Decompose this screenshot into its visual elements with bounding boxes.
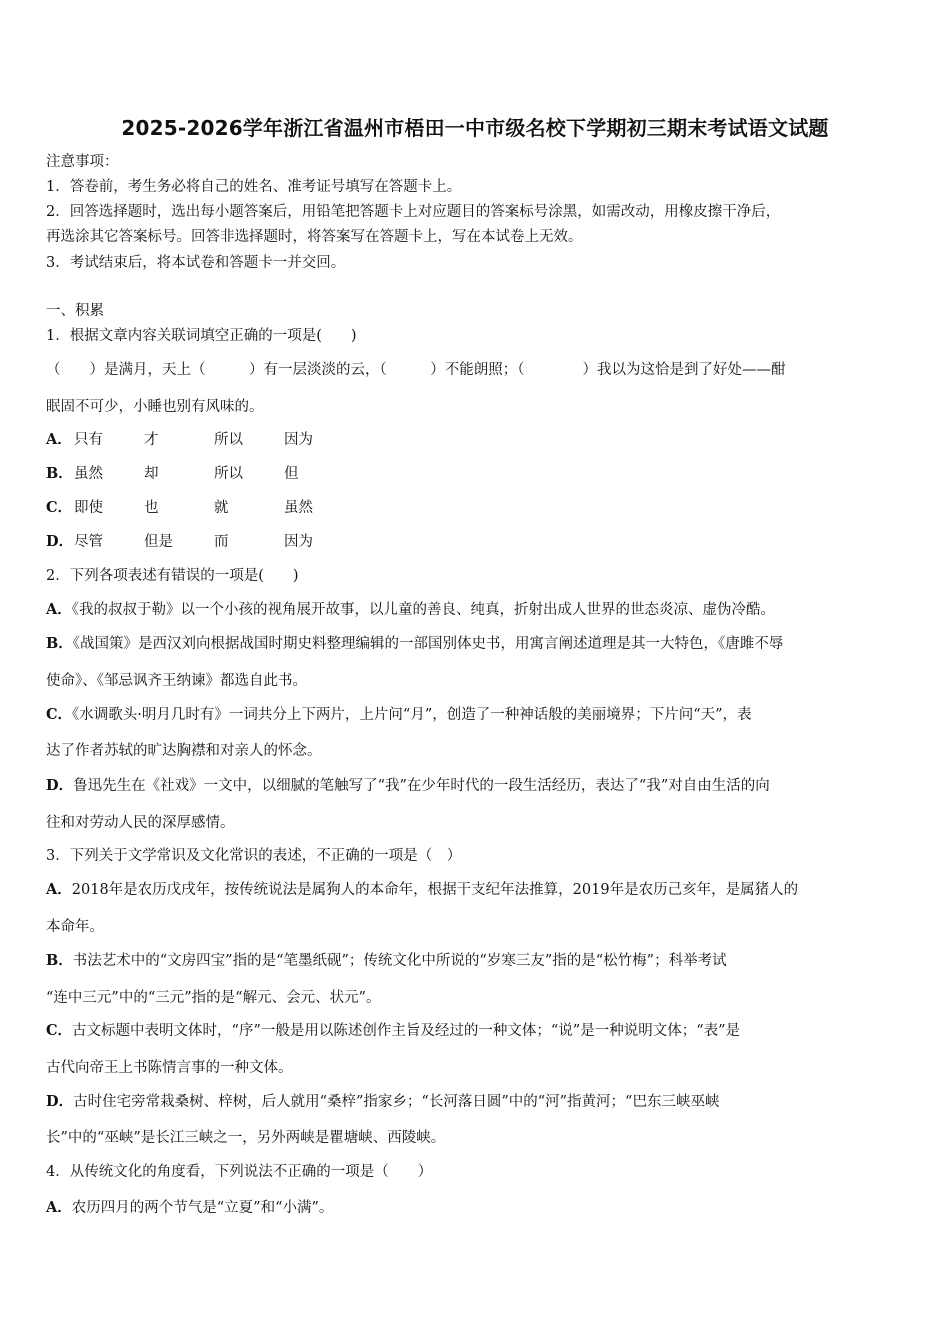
notice-item: 再选涂其它答案标号。回答非选择题时，将答案写在答题卡上，写在本试卷上无效。 xyxy=(46,229,583,245)
notice-item: 3．考试结束后，将本试卷和答题卡一并交回。 xyxy=(46,255,346,271)
option-letter: A． xyxy=(46,431,72,448)
question-stem: 3．下列关于文学常识及文化常识的表述，不正确的一项是（ ） xyxy=(46,848,462,864)
option-a-cont: 本命年。 xyxy=(46,919,104,935)
page-title: 2025-2026学年浙江省温州市梧田一中市级名校下学期初三期末考试语文试题 xyxy=(121,116,829,140)
option-word: 因为 xyxy=(284,432,313,448)
option-word: 即使 xyxy=(74,500,103,516)
option-b: B．《战国策》是西汉刘向根据战国时期史料整理编辑的一部国别体史书，用寓言阐述道理是其一大特色，《唐雎不辱 xyxy=(46,635,784,652)
option-word: 但 xyxy=(284,466,299,482)
option-c: C．古文标题中表明文体时，“序”一般是用以陈述创作主旨及经过的一种文体；“说”是一种说明文体；“表”是 xyxy=(46,1022,741,1039)
option-d: D．鲁迅先生在《社戏》一文中，以细腻的笔触写了“我”在少年时代的一段生活经历，表达了“我”对自由生活的向 xyxy=(46,777,770,794)
question-stem: 4．从传统文化的角度看，下列说法不正确的一项是（ ） xyxy=(46,1164,433,1180)
option-word: 但是 xyxy=(144,534,173,550)
question-stem: 1．根据文章内容关联词填空正确的一项是( ) xyxy=(46,328,357,344)
option-word: 所以 xyxy=(214,432,243,448)
option-c: C．《水调歌头·明月几时有》一词共分上下两片，上片问“月”，创造了一种神话般的美丽境界；下片问“天”，表 xyxy=(46,706,752,723)
option-a: A．《我的叔叔于勒》以一个小孩的视角展开故事，以儿童的善良、纯真，折射出成人世界的世态炎凉、虚伪冷酷。 xyxy=(46,601,776,618)
option-d-cont: 往和对劳动人民的深厚感情。 xyxy=(46,815,235,831)
option-letter: B． xyxy=(46,952,73,969)
option-letter: A． xyxy=(46,881,72,898)
option-word: 就 xyxy=(214,500,229,516)
notice-heading: 注意事项： xyxy=(46,154,119,170)
option-letter: C． xyxy=(46,499,73,516)
option-word: 而 xyxy=(214,534,229,550)
option-b-cont: 使命》、《邹忌讽齐王纳谏》都选自此书。 xyxy=(46,673,307,689)
option-letter: B． xyxy=(46,465,73,482)
option-b xyxy=(46,464,354,484)
option-a: A．农历四月的两个节气是“立夏”和“小满”。 xyxy=(46,1199,334,1216)
option-letter: D． xyxy=(46,777,74,794)
notice-item: 1．答卷前，考生务必将自己的姓名、准考证号填写在答题卡上。 xyxy=(46,179,462,195)
option-d-cont: 长”中的“巫峡”是长江三峡之一，另外两峡是瞿塘峡、西陵峡。 xyxy=(46,1130,446,1146)
option-word: 所以 xyxy=(214,466,243,482)
question-passage: 眠固不可少，小睡也别有风味的。 xyxy=(46,399,264,415)
option-word: 尽管 xyxy=(74,534,103,550)
question-stem: 2．下列各项表述有错误的一项是( ) xyxy=(46,568,299,584)
option-c xyxy=(46,498,354,518)
option-word: 也 xyxy=(144,500,159,516)
option-d xyxy=(46,532,354,552)
option-b: B．书法艺术中的“文房四宝”指的是“笔墨纸砚”；传统文化中所说的“岁寒三友”指的是“松竹梅”；科举考试 xyxy=(46,952,727,969)
question-passage: （ ）是满月，天上（ ）有一层淡淡的云，（ ）不能朗照；（ ）我以为这恰是到了好处——酣 xyxy=(46,362,786,378)
notice-item: 2．回答选择题时，选出每小题答案后，用铅笔把答题卡上对应题目的答案标号涂黑，如需改动，用橡皮擦干净后， xyxy=(46,204,781,220)
option-word: 虽然 xyxy=(74,466,103,482)
option-letter: C． xyxy=(46,706,73,723)
option-letter: A． xyxy=(46,601,72,618)
section-heading: 一、积累 xyxy=(46,303,104,319)
option-c-cont: 古代向帝王上书陈情言事的一种文体。 xyxy=(46,1060,293,1076)
option-letter: D． xyxy=(46,533,74,550)
option-word: 因为 xyxy=(284,534,313,550)
option-word: 却 xyxy=(144,466,159,482)
option-c-cont: 达了作者苏轼的旷达胸襟和对亲人的怀念。 xyxy=(46,743,322,759)
option-a: A．2018年是农历戊戌年，按传统说法是属狗人的本命年，根据干支纪年法推算，2019年是农历己亥年，是属猪人的 xyxy=(46,881,799,898)
option-word: 才 xyxy=(144,432,159,448)
option-letter: A． xyxy=(46,1199,72,1216)
option-letter: D． xyxy=(46,1093,74,1110)
option-word: 只有 xyxy=(74,432,103,448)
option-a xyxy=(46,430,354,450)
option-b-cont: “连中三元”中的“三元”指的是“解元、会元、状元”。 xyxy=(46,990,381,1006)
option-letter: C． xyxy=(46,1022,73,1039)
option-word: 虽然 xyxy=(284,500,313,516)
option-d: D．古时住宅旁常栽桑树、梓树，后人就用“桑梓”指家乡；“长河落日圆”中的“河”指黄河；“巴东三峡巫峡 xyxy=(46,1093,720,1110)
option-letter: B． xyxy=(46,635,73,652)
